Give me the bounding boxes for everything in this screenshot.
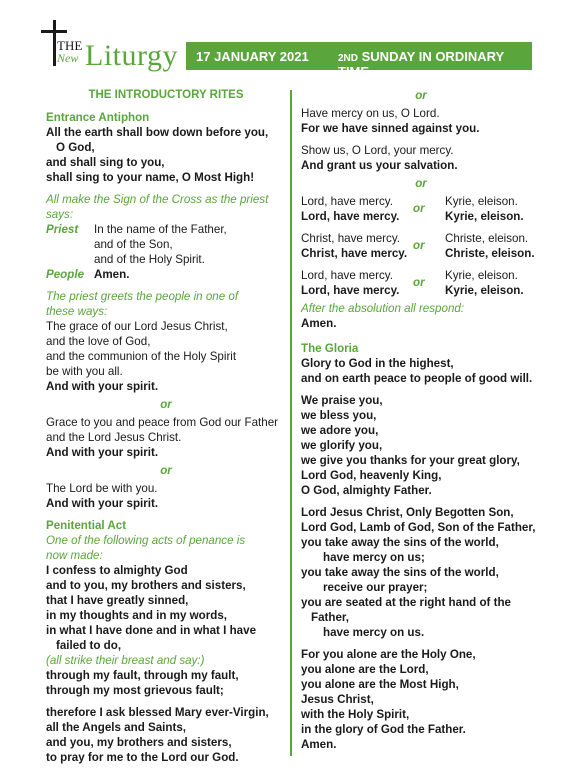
logo-new: New xyxy=(57,51,79,65)
occasion-ordinal: 2ND xyxy=(338,53,359,64)
right-column xyxy=(301,88,541,752)
mercy-people: For we have sinned against you. xyxy=(301,122,480,135)
confiteor-line: all the Angels and Saints, xyxy=(46,721,187,734)
rubric-line: The priest greets the people in one of xyxy=(46,290,239,303)
rubric-line: All make the Sign of the Cross as the priest xyxy=(46,193,269,206)
greeting-line: be with you all. xyxy=(46,365,123,378)
priest-text: and of the Holy Spirit. xyxy=(94,253,205,266)
kyrie-gr-people: Kyrie, eleison. xyxy=(445,210,524,223)
rubric-line: says: xyxy=(46,208,74,221)
kyrie-or: or xyxy=(413,239,425,252)
logo-the: THE xyxy=(57,38,83,53)
occasion-text: SUNDAY IN ORDINARY TIME xyxy=(338,49,504,79)
people-dialogue xyxy=(46,267,286,282)
gloria-line: Jesus Christ, xyxy=(301,693,374,706)
greeting-line: The grace of our Lord Jesus Christ, xyxy=(46,320,228,333)
gloria-line: we adore you, xyxy=(301,424,379,437)
kyrie-gr-priest: Christe, eleison. xyxy=(445,232,529,245)
gloria-line: you alone are the Most High, xyxy=(301,678,459,691)
strike-breast-rubric: (all strike their breast and say:) xyxy=(46,654,205,667)
confiteor-line: through my most grievous fault; xyxy=(46,684,224,697)
kyrie-en-people: Christ, have mercy. xyxy=(301,247,408,260)
gloria-line: Lord God, heavenly King, xyxy=(301,469,442,482)
gloria-line: we give you thanks for your great glory, xyxy=(301,454,520,467)
header-banner xyxy=(186,42,532,79)
gloria-line: and on earth peace to people of good will. xyxy=(301,372,533,385)
priest-text: and of the Son, xyxy=(94,238,173,251)
people-response: Amen. xyxy=(94,268,130,281)
section-title: THE INTRODUCTORY RITES xyxy=(88,89,244,101)
gloria-line: you take away the sins of the world, xyxy=(301,566,499,579)
kyrie-gr-priest: Kyrie, eleison. xyxy=(445,195,518,208)
kyrie-row xyxy=(301,231,541,261)
gloria-line: O God, almighty Father. xyxy=(301,484,432,497)
people-label: People xyxy=(46,268,85,281)
column-divider xyxy=(290,90,292,756)
greeting-line: and the Lord Jesus Christ. xyxy=(46,431,182,444)
confiteor-line: to pray for me to the Lord our God. xyxy=(46,751,239,764)
or-separator: or xyxy=(160,398,172,411)
logo-liturgy: Liturgy xyxy=(85,39,178,72)
confiteor-line: and to you, my brothers and sisters, xyxy=(46,579,246,592)
gloria-line: Lord Jesus Christ, Only Begotten Son, xyxy=(301,506,514,519)
kyrie-en-people: Lord, have mercy. xyxy=(301,210,400,223)
greeting-line: and the love of God, xyxy=(46,335,151,348)
mercy-priest: Show us, O Lord, your mercy. xyxy=(301,144,454,157)
cross-icon-bar xyxy=(41,30,67,33)
rubric-line: these ways: xyxy=(46,305,108,318)
confiteor-line: failed to do, xyxy=(56,639,122,652)
penitential-act-heading: Penitential Act xyxy=(46,519,127,532)
rubric-line: now made: xyxy=(46,549,103,562)
gloria-line: in the glory of God the Father. xyxy=(301,723,466,736)
gloria-line: you take away the sins of the world, xyxy=(301,536,499,549)
rubric-line: One of the following acts of penance is xyxy=(46,534,246,547)
the-new-liturgy-logo xyxy=(37,20,187,70)
priest-text: In the name of the Father, xyxy=(94,223,227,236)
gloria-line: have mercy on us. xyxy=(323,626,425,639)
kyrie-gr-people: Christe, eleison. xyxy=(445,247,535,260)
or-separator: or xyxy=(415,177,427,190)
kyrie-or: or xyxy=(413,276,425,289)
confiteor-line: I confess to almighty God xyxy=(46,564,188,577)
greeting-line: Grace to you and peace from God our Father xyxy=(46,416,278,429)
kyrie-en-priest: Lord, have mercy. xyxy=(301,269,393,282)
absolution-response: Amen. xyxy=(301,317,337,330)
mercy-people: And grant us your salvation. xyxy=(301,159,458,172)
kyrie-row xyxy=(301,268,541,298)
confiteor-line: that I have greatly sinned, xyxy=(46,594,189,607)
gloria-line: we bless you, xyxy=(301,409,377,422)
kyrie-en-people: Lord, have mercy. xyxy=(301,284,400,297)
greeting-line: and the communion of the Holy Spirit xyxy=(46,350,237,363)
antiphon-line: and shall sing to you, xyxy=(46,156,165,169)
confiteor-line: in my thoughts and in my words, xyxy=(46,609,227,622)
mercy-priest: Have mercy on us, O Lord. xyxy=(301,107,440,120)
greeting-response: And with your spirit. xyxy=(46,446,159,459)
greeting-response: And with your spirit. xyxy=(46,380,159,393)
cross-icon xyxy=(53,20,56,66)
gloria-line: Glory to God in the highest, xyxy=(301,357,454,370)
kyrie-en-priest: Lord, have mercy. xyxy=(301,195,393,208)
date-label: 17 JANUARY 2021 xyxy=(196,49,309,64)
confiteor-line: through my fault, through my fault, xyxy=(46,669,239,682)
kyrie-gr-priest: Kyrie, eleison. xyxy=(445,269,518,282)
greeting-line: The Lord be with you. xyxy=(46,482,158,495)
gloria-line: Father, xyxy=(311,611,350,624)
gloria-heading: The Gloria xyxy=(301,342,359,355)
absolution-rubric: After the absolution all respond: xyxy=(301,302,465,315)
antiphon-line: shall sing to your name, O Most High! xyxy=(46,171,255,184)
kyrie-row xyxy=(301,194,541,224)
gloria-line: with the Holy Spirit, xyxy=(301,708,410,721)
antiphon-line: O God, xyxy=(56,141,95,154)
gloria-line: receive our prayer; xyxy=(323,581,428,594)
left-column xyxy=(46,88,286,765)
confiteor-line: therefore I ask blessed Mary ever-Virgin, xyxy=(46,706,269,719)
kyrie-en-priest: Christ, have mercy. xyxy=(301,232,400,245)
confiteor-line: and you, my brothers and sisters, xyxy=(46,736,232,749)
gloria-line: you are seated at the right hand of the xyxy=(301,596,512,609)
entrance-antiphon-heading: Entrance Antiphon xyxy=(46,111,150,124)
kyrie-gr-people: Kyrie, eleison. xyxy=(445,284,524,297)
gloria-line: we glorify you, xyxy=(301,439,383,452)
confiteor-line: in what I have done and in what I have xyxy=(46,624,257,637)
gloria-line: Lord God, Lamb of God, Son of the Father, xyxy=(301,521,536,534)
gloria-line: have mercy on us; xyxy=(323,551,425,564)
or-separator: or xyxy=(160,464,172,477)
or-separator: or xyxy=(415,89,427,102)
page-header xyxy=(0,0,570,79)
antiphon-line: All the earth shall bow down before you, xyxy=(46,126,269,139)
kyrie-or: or xyxy=(413,202,425,215)
priest-label: Priest xyxy=(46,223,79,236)
priest-dialogue xyxy=(46,222,286,237)
occasion-label xyxy=(338,49,532,79)
gloria-line: you alone are the Lord, xyxy=(301,663,429,676)
gloria-line: We praise you, xyxy=(301,394,383,407)
gloria-line: For you alone are the Holy One, xyxy=(301,648,476,661)
greeting-response: And with your spirit. xyxy=(46,497,159,510)
gloria-line: Amen. xyxy=(301,738,337,751)
